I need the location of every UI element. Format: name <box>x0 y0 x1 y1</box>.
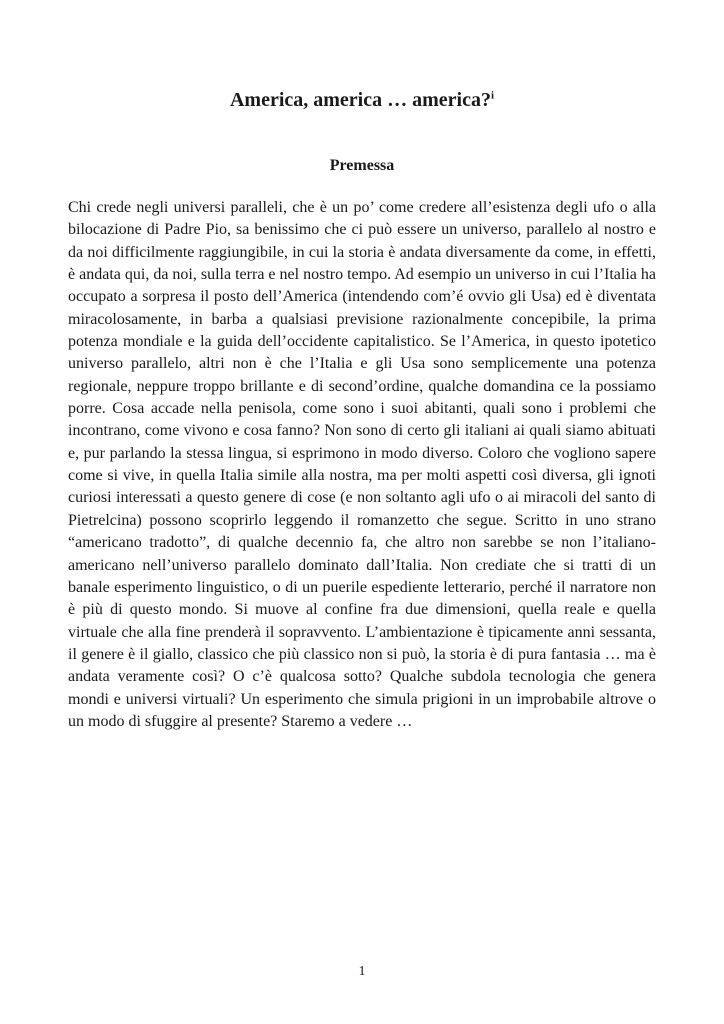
document-title <box>0 86 724 114</box>
section-heading: Premessa <box>329 157 395 174</box>
title-text: America, america … america? <box>229 89 491 111</box>
body-paragraph: Chi crede negli universi paralleli, che è un po’ come credere all’esistenza degli ufo o alla bilocazione di Padre Pio, sa benissimo che ci può essere un universo, parallelo al nostro e da noi difficilmente raggiungibile, in cui la storia è andata diversamente da come, in effetti, è andata qui, da noi, sulla terra e nel nostro tempo. Ad esempio un universo in cui l’Italia ha occupato a sorpresa il posto dell’America (intendendo com’é ovvio gli Usa) ed è diventata miracolosamente, in barba a qualsiasi previsione razionalmente concepibile, la prima potenza mondiale e la guida dell’occidente capitalistico. Se l’America, in questo ipotetico universo parallelo, altri non è che l’Italia e gli Usa sono semplicemente una potenza regionale, neppure troppo brillante e di second’ordine, qualche domandina ce la possiamo porre. Cosa accade nella penisola, come sono i suoi abitanti, quali sono i problemi che incontrano, come vivono e cosa fanno? Non sono di certo gli italiani ai quali siamo abituati e, pur parlando la stessa lingua, si esprimono in modo diverso. Coloro che vogliono sapere come si vive, in quella Italia simile alla nostra, ma per molti aspetti così diversa, gli ignoti curiosi interessati a questo genere di cose (e non soltanto agli ufo o ai miracoli del santo di Pietrelcina) possono scoprirlo leggendo il romanzetto che segue. Scritto in uno strano “americano tradotto”, di qualche decennio fa, che altro non sarebbe se non l’italiano-americano nell’universo parallelo dominato dall’Italia. Non crediate che si tratti di un banale esperimento linguistico, o di un puerile espediente letterario, perché il narratore non è più di questo mondo. Si muove al confine fra due dimensioni, quella reale e quella virtuale che alla fine prenderà il sopravvento. L’ambientazione è tipicamente anni sessanta, il genere è il giallo, classico che più classico non si può, la storia è di pura fantasia … ma è andata veramente così? O c’è qualcosa sotto? Qualche subdola tecnologia che genera mondi e universi virtuali? Un esperimento che simula prigioni in un improbabile altrove o un modo di sfuggire al presente? Staremo a vedere … <box>68 199 656 730</box>
page-number: 1 <box>358 964 366 979</box>
endnote-marker: i <box>490 89 495 102</box>
